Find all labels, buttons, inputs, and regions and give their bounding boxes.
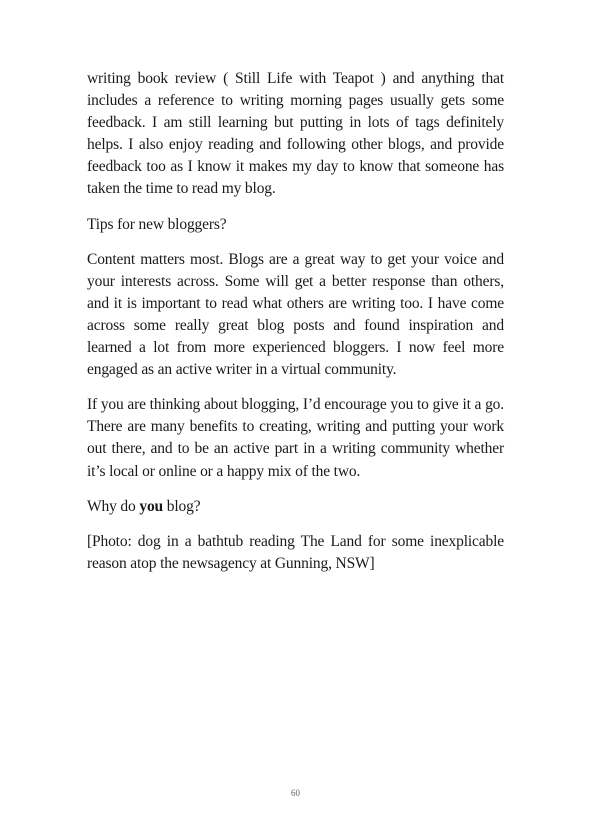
question-emphasis: you xyxy=(139,497,164,515)
heading-tips-for-new-bloggers: Tips for new bloggers? xyxy=(87,215,227,233)
question-text-start: Why do xyxy=(87,497,140,515)
page-body xyxy=(87,68,504,588)
photo-caption: [Photo: dog in a bathtub reading The Land for some inexplicable reason atop the newsagency at Gunning, NSW] xyxy=(87,532,504,572)
question-text-end: blog? xyxy=(163,497,201,515)
paragraph-book-review: writing book review ( Still Life with Teapot ) and anything that includes a reference to writing morning pages usually gets some feedback. I am still learning but putting in lots of tags definitely helps. I also enjoy reading and following other blogs, and provide feedback too as I know it makes my day to know that someone has taken the time to read my blog. xyxy=(87,70,504,198)
paragraph-content-matters: Content matters most. Blogs are a great way to get your voice and your interests across. Some will get a better response than others, and it is important to read what others are writing too. I have come across some really great blog posts and found inspiration and learned a lot from more experienced bloggers. I now feel more engaged as an active writer in a virtual community. xyxy=(87,250,504,379)
paragraph-encouragement: If you are thinking about blogging, I’d encourage you to give it a go. There are many benefits to creating, writing and putting your work out there, and to be an active part in a writing community whether it’s local or online or a happy mix of the two. xyxy=(87,396,504,480)
page-number: 60 xyxy=(291,788,300,798)
question-why-do-you-blog xyxy=(87,496,504,518)
